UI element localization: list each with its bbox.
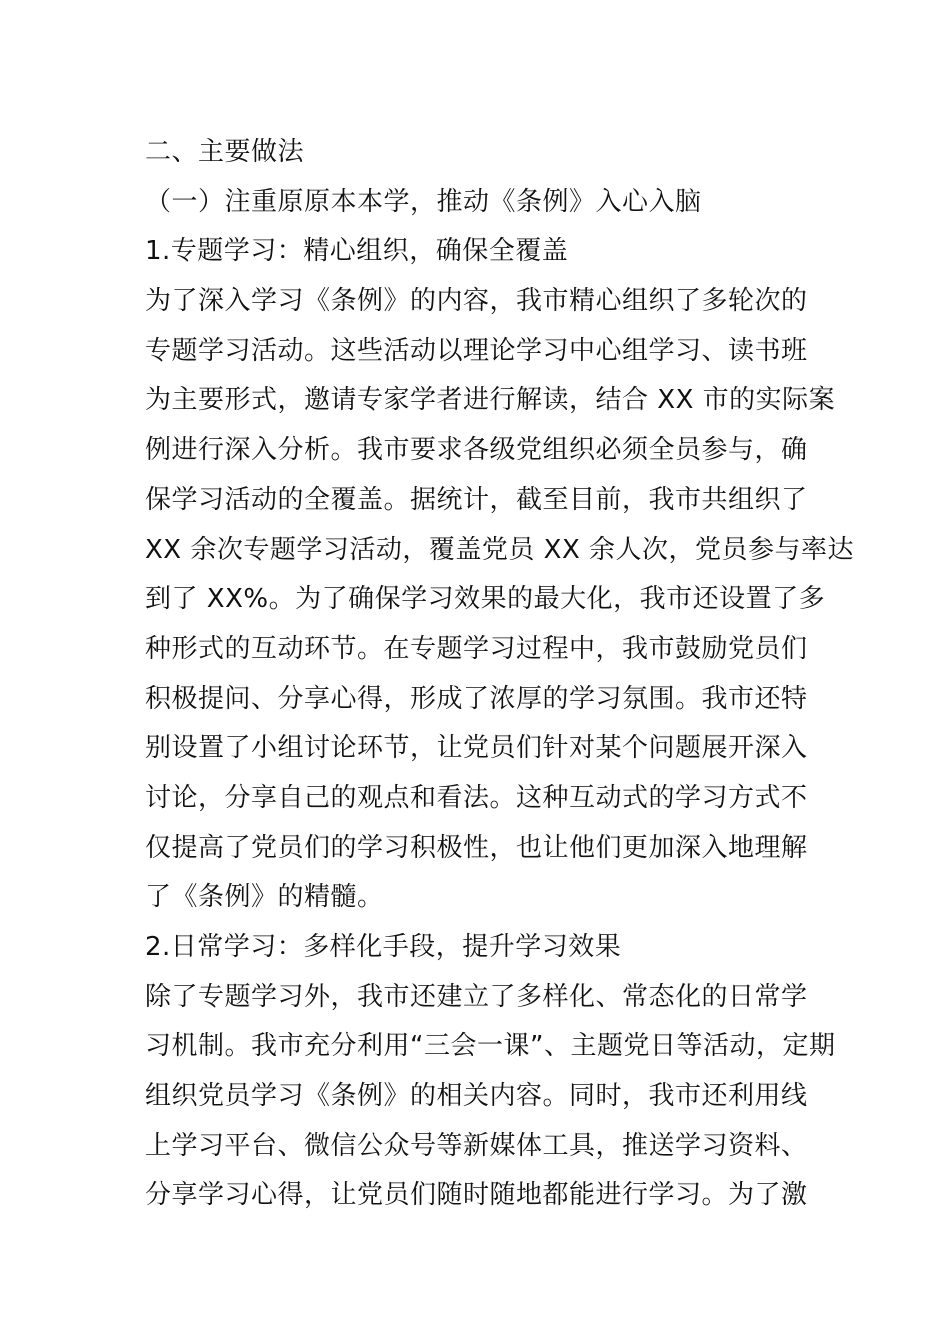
document-body <box>145 128 855 1221</box>
paragraph-line: 别设置了小组讨论环节，让党员们针对某个问题展开深入 <box>145 733 808 764</box>
paragraph-line: 为主要形式，邀请专家学者进行解读，结合 XX 市的实际案 <box>145 385 836 416</box>
item-heading-1: 1.专题学习：精心组织，确保全覆盖 <box>145 236 569 267</box>
paragraph-line: 习机制。我市充分利用“三会一课”、主题党日等活动，定期 <box>145 1031 836 1062</box>
paragraph-2 <box>145 973 836 1221</box>
paragraph-line: 积极提问、分享心得，形成了浓厚的学习氛围。我市还特 <box>145 683 808 714</box>
subsection-title: （一）注重原原本本学，推动《条例》入心入脑 <box>145 186 702 217</box>
paragraph-line: 分享学习心得，让党员们随时随地都能进行学习。为了激 <box>145 1180 808 1211</box>
item-heading-2: 2.日常学习：多样化手段，提升学习效果 <box>145 932 622 962</box>
paragraph-line: 专题学习活动。这些活动以理论学习中心组学习、读书班 <box>145 335 808 366</box>
paragraph-line: 组织党员学习《条例》的相关内容。同时，我市还利用线 <box>145 1081 808 1112</box>
paragraph-line: 保学习活动的全覆盖。据统计，截至目前，我市共组织了 <box>145 484 808 515</box>
paragraph-line: XX 余次专题学习活动，覆盖党员 XX 余人次，党员参与率达 <box>145 534 855 565</box>
paragraph-line: 种形式的互动环节。在专题学习过程中，我市鼓励党员们 <box>145 633 808 664</box>
section-title: 二、主要做法 <box>145 137 305 167</box>
paragraph-line: 上学习平台、微信公众号等新媒体工具，推送学习资料、 <box>145 1130 808 1161</box>
paragraph-line: 为了深入学习《条例》的内容，我市精心组织了多轮次的 <box>145 286 808 317</box>
paragraph-1 <box>145 277 855 923</box>
paragraph-line: 了《条例》的精髓。 <box>145 882 384 913</box>
paragraph-line: 讨论，分享自己的观点和看法。这种互动式的学习方式不 <box>145 782 808 813</box>
paragraph-line: 除了专题学习外，我市还建立了多样化、常态化的日常学 <box>145 981 808 1012</box>
paragraph-line: 仅提高了党员们的学习积极性，也让他们更加深入地理解 <box>145 832 808 863</box>
paragraph-line: 到了 XX%。为了确保学习效果的最大化，我市还设置了多 <box>145 584 826 615</box>
paragraph-line: 例进行深入分析。我市要求各级党组织必须全员参与，确 <box>145 435 808 466</box>
